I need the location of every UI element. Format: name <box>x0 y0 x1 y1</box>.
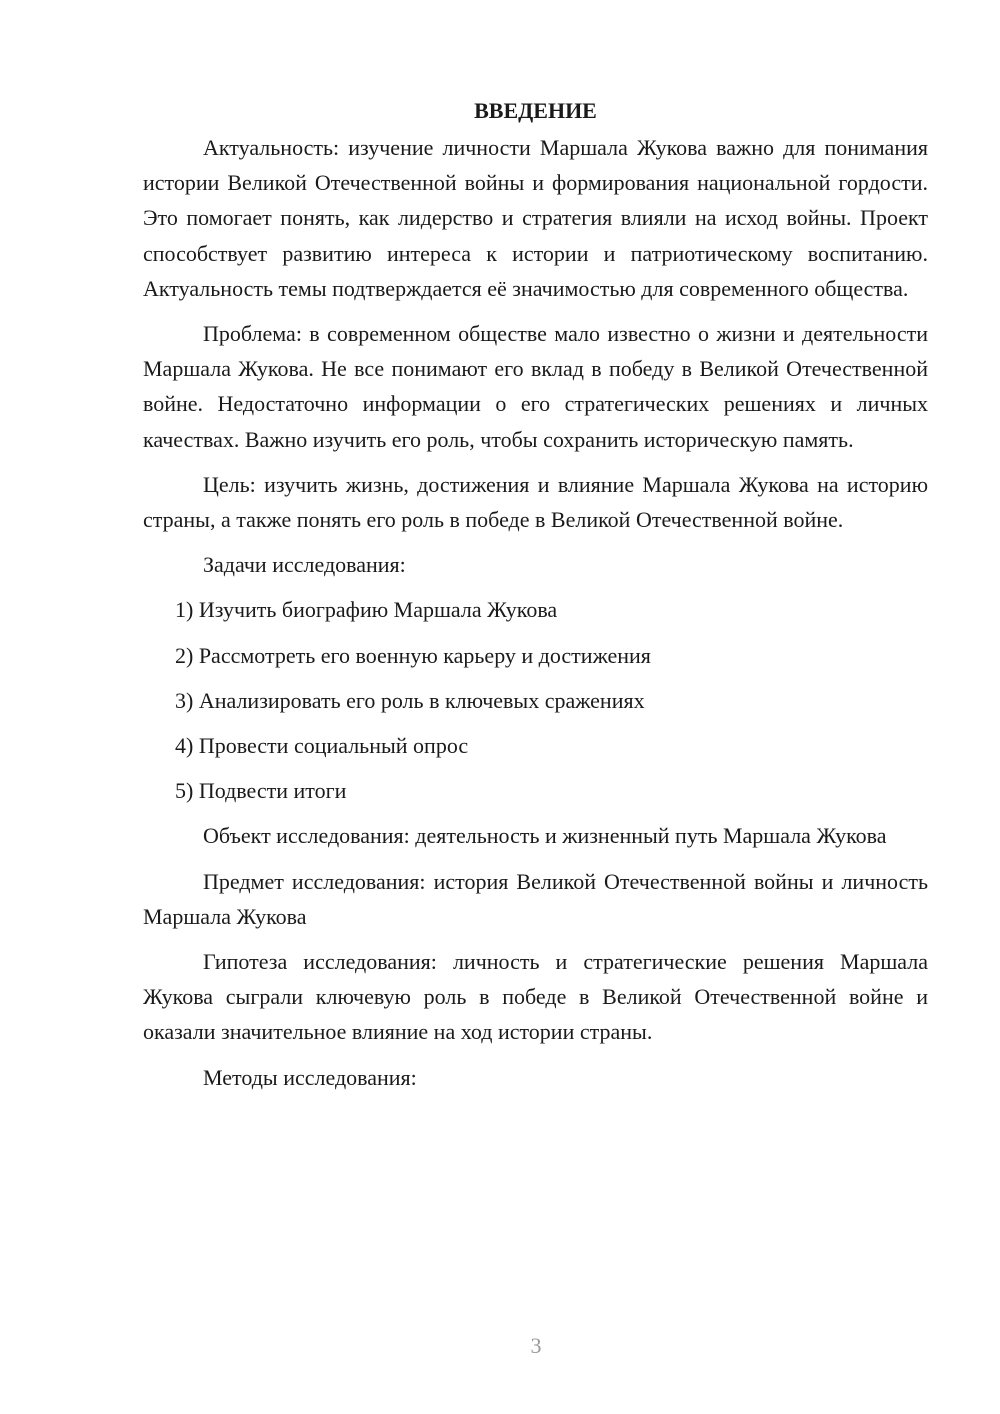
task-item: 5) Подвести итоги <box>175 778 347 804</box>
subject-paragraph: Предмет исследования: история Великой Отечественной войны и личность Маршала Жукова <box>143 868 928 929</box>
methods-label: Методы исследования: <box>203 1064 417 1090</box>
tasks-list <box>143 592 928 808</box>
document-page <box>143 96 928 1105</box>
task-item: 4) Провести социальный опрос <box>175 733 469 759</box>
hypothesis-paragraph: Гипотеза исследования: личность и стратегические решения Маршала Жукова сыграли ключевую роль в победе в Великой Отечественной войне и оказали значительное влияние на ход истории страны. <box>143 949 928 1045</box>
problem-paragraph: Проблема: в современном обществе мало известно о жизни и деятельности Маршала Жукова. Не все понимают его вклад в победу в Великой Отечественной войне. Недостаточно информации о его стратегических решениях и личных качествах. Важно изучить его роль, чтобы сохранить историческую память. <box>143 321 928 452</box>
task-item: 2) Рассмотреть его военную карьеру и достижения <box>175 642 651 668</box>
relevance-paragraph: Актуальность: изучение личности Маршала Жукова важно для понимания истории Великой Отечественной войны и формирования национальной гордости. Это помогает понять, как лидерство и стратегия влияли на исход войны. Проект способствует развитию интереса к истории и патриотическому воспитанию. Актуальность темы подтверждается её значимостью для современного общества. <box>143 135 928 301</box>
task-item: 3) Анализировать его роль в ключевых сражениях <box>175 687 645 713</box>
section-heading: ВВЕДЕНИЕ <box>474 98 597 123</box>
tasks-label: Задачи исследования: <box>203 552 406 578</box>
object-paragraph: Объект исследования: деятельность и жизненный путь Маршала Жукова <box>203 823 887 849</box>
task-item: 1) Изучить биографию Маршала Жукова <box>175 597 558 623</box>
page-number: 3 <box>530 1333 542 1358</box>
goal-paragraph: Цель: изучить жизнь, достижения и влияние Маршала Жукова на историю страны, а также понять его роль в победе в Великой Отечественной войне. <box>143 471 928 533</box>
